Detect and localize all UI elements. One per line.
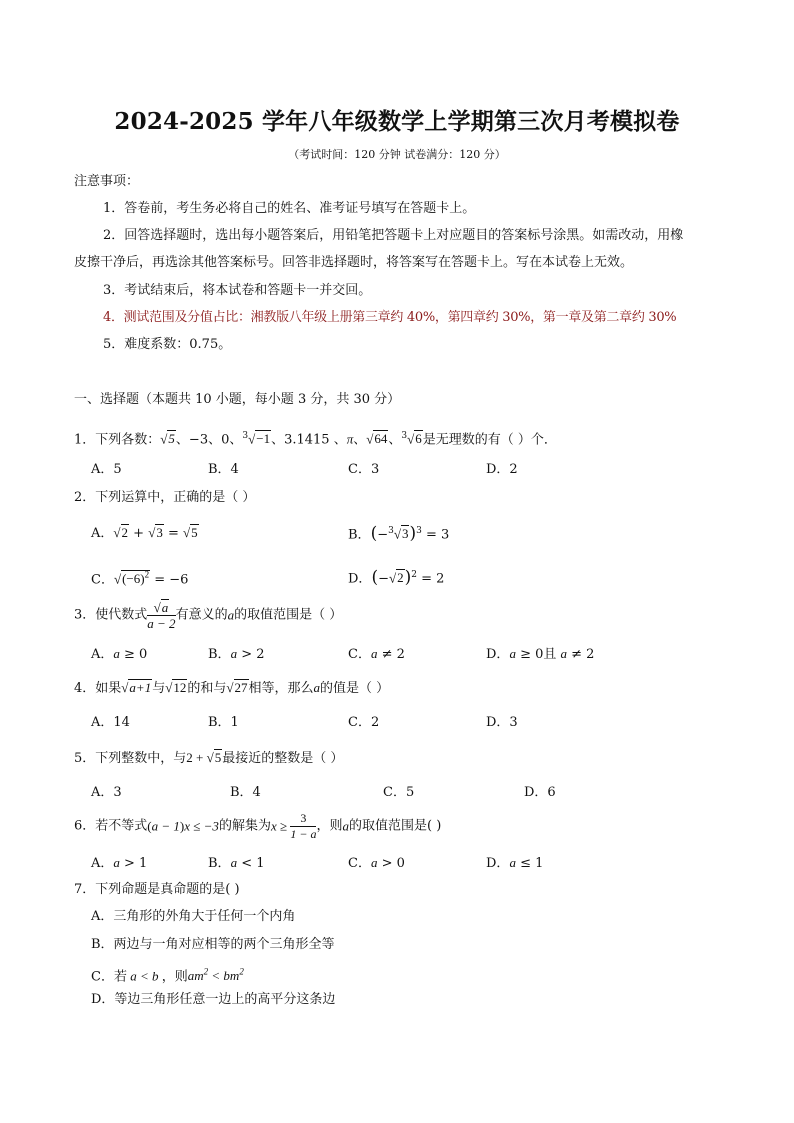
question-6: 6．若不等式(a − 1)x ≤ −3的解集为x ≥ $\frac{3}{1 - a}$ ，则a的取值范围是( )	[74, 811, 442, 841]
q2-option-b: B．$(-^3√3)^3 = 3$	[348, 523, 450, 544]
q1-option-b: B．4	[208, 462, 239, 477]
section-heading: 一、选择题（本题共 10 小题，每小题 3 分，共 30 分）	[74, 392, 401, 407]
q3-stem-b: 有意义的	[175, 607, 228, 623]
note-2-cont: 皮擦干净后，再选涂其他答案标号。回答非选择题时，将答案写在答题卡上。写在本试卷上无效。	[74, 255, 634, 270]
q5-option-c: C．5	[383, 785, 415, 800]
note-2: 2．回答选择题时，选出每小题答案后，用铅笔把答题卡上对应题目的答案标号涂黑。如需改动，用橡	[103, 228, 684, 243]
q4-option-b: B．1	[208, 715, 239, 730]
question-4: 4．如果√a+1与√12的和与√27相等，那么a的值是（ ）	[74, 680, 390, 696]
q1-stem-d: 、	[353, 432, 367, 448]
q1-stem-c: 、3.1415 、	[271, 432, 347, 448]
q5-option-a: A．3	[91, 785, 122, 800]
q6-option-c: C．a > 0	[348, 855, 405, 871]
q7-option-c-a: C．若	[91, 969, 127, 985]
q3-stem-c: 的取值范围是（ ）	[234, 607, 343, 623]
q6-option-d: D．a ≤ 1	[486, 855, 544, 871]
note-1: 1．答卷前，考生务必将自己的姓名、准考证号填写在答题卡上。	[103, 201, 476, 216]
q2-option-c: C．$√(-6)^2 = -6$	[91, 570, 189, 588]
q6-stem-d: 的取值范围是( )	[348, 818, 442, 834]
q1-stem-e: 、	[388, 432, 402, 448]
q5-stem-a: 5．下列整数中，与	[74, 751, 187, 766]
q7-option-d: D．等边三角形任意一边上的高平分这条边	[91, 992, 336, 1007]
q7-option-c-b: ，则	[161, 969, 188, 985]
q2-option-d: D．$(-√2)^2 = 2$	[348, 567, 445, 588]
q5-option-d: D．6	[524, 785, 556, 800]
question-2: 2．下列运算中，正确的是（ ）	[74, 490, 256, 505]
q7-option-b: B．两边与一角对应相等的两个三角形全等	[91, 937, 335, 952]
question-3: 3．使代数式 $\frac{√a}{a - 2}$ 有意义的a的取值范围是（ ）	[74, 600, 343, 631]
q4-stem-e: 的值是（ ）	[320, 681, 390, 696]
q1-stem-f: 是无理数的有（ ）个．	[422, 432, 557, 448]
note-4: 4．测试范围及分值占比：湘教版八年级上册第三章约 40%，第四章约 30%，第一章及第二章约 30%	[103, 310, 677, 325]
q6-option-a: A．a > 1	[91, 855, 148, 871]
q6-stem-a: 6．若不等式	[74, 818, 148, 834]
exam-info: （考试时间：120 分钟 试卷满分：120 分）	[288, 148, 506, 161]
q1-option-a: A．5	[91, 462, 122, 477]
q5-stem-b: 最接近的整数是（ ）	[222, 751, 344, 766]
q4-option-c: C．2	[348, 715, 380, 730]
q4-option-d: D．3	[486, 715, 518, 730]
question-5: 5．下列整数中，与2 + √5最接近的整数是（ ）	[74, 750, 344, 766]
q2-option-a: A．√2 + √3 = √5	[91, 525, 198, 541]
notes-heading: 注意事项：	[74, 174, 140, 189]
question-7: 7．下列命题是真命题的是( )	[74, 882, 240, 897]
q4-stem-b: 与	[152, 681, 166, 696]
q1-option-d: D．2	[486, 462, 518, 477]
q1-stem-b: 、−3、0、	[175, 432, 243, 448]
q1-option-c: C．3	[348, 462, 380, 477]
note-3: 3．考试结束后，将本试卷和答题卡一并交回。	[103, 283, 372, 298]
note-5: 5．难度系数：0.75。	[103, 337, 232, 352]
q3-option-b: B．a > 2	[208, 646, 265, 662]
q4-stem-a: 4．如果	[74, 681, 122, 696]
q4-option-a: A．14	[91, 715, 130, 730]
q1-stem-a: 1．下列各数：	[74, 432, 161, 448]
q3-option-c: C．a ≠ 2	[348, 646, 405, 662]
q6-stem-c: ，则	[316, 818, 343, 834]
q6-option-b: B．a < 1	[208, 855, 265, 871]
q4-stem-d: 相等，那么	[248, 681, 314, 696]
q3-stem-a: 3．使代数式	[74, 607, 148, 623]
q5-option-b: B．4	[230, 785, 261, 800]
question-1: 1．下列各数：√5、−3、0、$^3$√−1、3.1415 、π、√64、$^3$√6是无理数的有（ ）个．	[74, 431, 557, 448]
q4-stem-c: 的和与	[187, 681, 227, 696]
q3-option-d: D．a ≥ 0且 a ≠ 2	[486, 646, 595, 662]
q3-option-a: A．a ≥ 0	[91, 646, 148, 662]
q7-option-c: C．若 a < b ，则$am^2 < bm^2$	[91, 967, 244, 985]
page-title: 2024-2025 学年八年级数学上学期第三次月考模拟卷	[114, 108, 680, 135]
q7-option-a: A．三角形的外角大于任何一个内角	[91, 909, 296, 924]
q6-stem-b: 的解集为	[218, 818, 271, 834]
